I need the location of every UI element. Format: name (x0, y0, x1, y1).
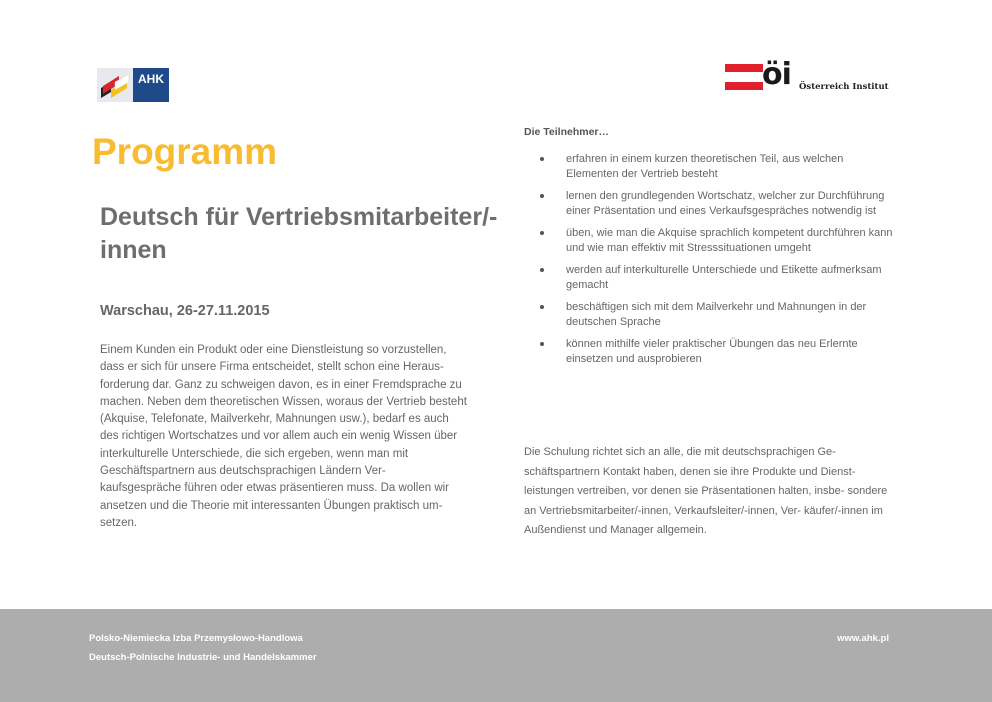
event-location-date: Warschau, 26-27.11.2015 (100, 303, 270, 319)
list-item (524, 226, 896, 255)
oesterreich-institut-logo (725, 57, 895, 96)
intro-paragraph: Einem Kunden ein Produkt oder eine Dienstleistung so vorzustellen, dass er sich für unsere Firma entscheidet, stellt schon eine Heraus- forderung dar. Ganz zu schweigen davon, es in einer Fremdsprache zu machen. Neben dem theoretischen Wissen, woraus der Vertrieb besteht (Akquise, Telefonate, Mailverkehr, Mahnungen usw.), bedarf es auch des richtigen Wortschatzes und vor allem auch ein wenig Wissen über interkulturelle Unterschiede, die sich ergeben, wenn man mit Geschäftspartnern aus deutschsprachigen Ländern Ver- kaufsgespräche führen oder etwas präsentieren muss. Da wollen wir ansetzen und die Theorie mit interessanten Übungen praktisch um- setzen. (100, 344, 467, 529)
target-audience-paragraph: Die Schulung richtet sich an alle, die mit deutschsprachigen Ge- schäftspartnern Kontakt haben, denen sie ihre Produkte und Dienst- leistungen vertreiben, vor denen sie Präsentationen halten, insbe- sondere an Vertriebsmitarbeiter/-innen, Verkaufsleiter/-innen, Ver- käufer/-innen im Außendienst und Manager allgemein. (524, 446, 888, 536)
oi-logo-name: Österreich Institut (799, 82, 889, 92)
list-item-text: lernen den grundlegenden Wortschatz, welcher zur Durchführung einer Präsentation und eines Verkaufsgespräches notwendig ist (566, 190, 885, 217)
footer-bar (0, 609, 992, 702)
ahk-flag-icon (97, 68, 133, 102)
bullet-icon (540, 157, 544, 161)
austria-flag-bars-icon (725, 64, 763, 92)
bullet-icon (540, 194, 544, 198)
list-item (524, 300, 896, 329)
list-item-text: können mithilfe vieler praktischer Übungen das neu Erlernte einsetzen und ausprobieren (566, 338, 858, 365)
list-item-text: werden auf interkulturelle Unterschiede und Etikette aufmerksam gemacht (566, 264, 882, 291)
course-subtitle: Deutsch für Vertriebsmitarbeiter/-innen (100, 203, 498, 264)
ahk-logo (97, 68, 169, 102)
list-item (524, 152, 896, 181)
bullet-icon (540, 231, 544, 235)
participants-list (524, 152, 896, 374)
bullet-icon (540, 268, 544, 272)
list-item (524, 263, 896, 292)
list-item (524, 337, 896, 366)
list-item-text: erfahren in einem kurzen theoretischen Teil, aus welchen Elementen der Vertrieb besteht (566, 153, 844, 180)
oi-logo-letters: öi (762, 57, 791, 92)
ahk-logo-text: AHK (133, 68, 169, 102)
bullet-icon (540, 305, 544, 309)
list-item-text: üben, wie man die Akquise sprachlich kompetent durchführen kann und wie man effektiv mit Stresssituationen umgeht (566, 227, 893, 254)
footer-website-link[interactable]: www.ahk.pl (837, 633, 889, 644)
footer-german-name: Deutsch-Polnische Industrie- und Handelskammer (89, 652, 317, 663)
list-item (524, 189, 896, 218)
page-title: Programm (92, 131, 278, 172)
footer-polish-name: Polsko-Niemiecka Izba Przemysłowo-Handlowa (89, 633, 303, 644)
list-item-text: beschäftigen sich mit dem Mailverkehr und Mahnungen in der deutschen Sprache (566, 301, 867, 328)
participants-heading: Die Teilnehmer… (524, 126, 609, 138)
bullet-icon (540, 342, 544, 346)
